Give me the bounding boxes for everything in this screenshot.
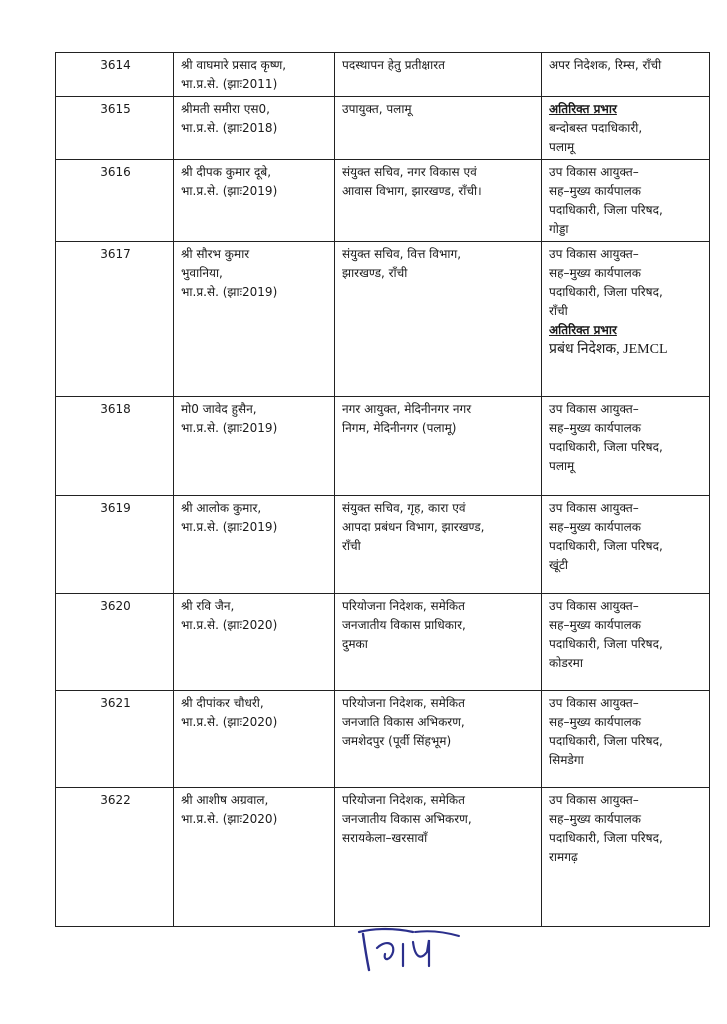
officer-name: श्री दीपक कुमार दूबे, भा.प्र.से. (झाः2019) [174, 160, 335, 242]
new-post-text: उप विकास आयुक्त– सह–मुख्य कार्यपालक पदाधिकारी, जिला परिषद, राँची [549, 247, 663, 318]
new-post-text: उप विकास आयुक्त– सह–मुख्य कार्यपालक पदाधिकारी, जिला परिषद, खूंटी [549, 501, 663, 572]
new-post [542, 397, 710, 496]
additional-charge-text: बन्दोबस्त पदाधिकारी, पलामू [549, 121, 643, 154]
current-post: संयुक्त सचिव, वित्त विभाग, झारखण्ड, राँची [335, 242, 542, 397]
serial-number: 3617 [56, 242, 174, 397]
serial-number: 3621 [56, 691, 174, 788]
table-row [56, 496, 710, 594]
additional-charge-label: अतिरिक्त प्रभार [549, 323, 617, 337]
current-post: परियोजना निदेशक, समेकित जनजातीय विकास अभिकरण, सरायकेला–खरसावाँ [335, 788, 542, 927]
officer-name: श्री दीपांकर चौधरी, भा.प्र.से. (झाः2020) [174, 691, 335, 788]
table-row [56, 53, 710, 97]
new-post [542, 242, 710, 397]
new-post [542, 594, 710, 691]
table-row [56, 788, 710, 927]
table-row [56, 594, 710, 691]
table-row [56, 242, 710, 397]
officer-name: श्री आशीष अग्रवाल, भा.प्र.से. (झाः2020) [174, 788, 335, 927]
officer-name: श्री वाघमारे प्रसाद कृष्ण, भा.प्र.से. (झाः2011) [174, 53, 335, 97]
serial-number: 3615 [56, 97, 174, 160]
transfer-table-body [56, 53, 710, 927]
signature-image [355, 918, 465, 978]
officer-name: श्री आलोक कुमार, भा.प्र.से. (झाः2019) [174, 496, 335, 594]
new-post-text: उप विकास आयुक्त– सह–मुख्य कार्यपालक पदाधिकारी, जिला परिषद, कोडरमा [549, 599, 663, 670]
officer-name: श्री रवि जैन, भा.प्र.से. (झाः2020) [174, 594, 335, 691]
current-post: संयुक्त सचिव, नगर विकास एवं आवास विभाग, झारखण्ड, राँची। [335, 160, 542, 242]
table-row [56, 97, 710, 160]
new-post [542, 53, 710, 97]
new-post [542, 788, 710, 927]
officer-name: श्री सौरभ कुमार भुवानिया, भा.प्र.से. (झाः2019) [174, 242, 335, 397]
serial-number: 3622 [56, 788, 174, 927]
new-post-text: उप विकास आयुक्त– सह–मुख्य कार्यपालक पदाधिकारी, जिला परिषद, गोड्डा [549, 165, 663, 236]
new-post-text: उप विकास आयुक्त– सह–मुख्य कार्यपालक पदाधिकारी, जिला परिषद, रामगढ़ [549, 793, 663, 864]
additional-charge-text: प्रबंध निदेशक, JEMCL [549, 342, 668, 357]
serial-number: 3616 [56, 160, 174, 242]
current-post: नगर आयुक्त, मेदिनीनगर नगर निगम, मेदिनीनगर (पलामू) [335, 397, 542, 496]
new-post [542, 496, 710, 594]
serial-number: 3618 [56, 397, 174, 496]
table-row [56, 160, 710, 242]
current-post: परियोजना निदेशक, समेकित जनजातीय विकास प्राधिकार, दुमका [335, 594, 542, 691]
new-post [542, 160, 710, 242]
current-post: उपायुक्त, पलामू [335, 97, 542, 160]
new-post [542, 97, 710, 160]
officer-name: मो0 जावेद हुसैन, भा.प्र.से. (झाः2019) [174, 397, 335, 496]
serial-number: 3620 [56, 594, 174, 691]
new-post [542, 691, 710, 788]
current-post: परियोजना निदेशक, समेकित जनजाति विकास अभिकरण, जमशेदपुर (पूर्वी सिंहभूम) [335, 691, 542, 788]
current-post: संयुक्त सचिव, गृह, कारा एवं आपदा प्रबंधन विभाग, झारखण्ड, राँची [335, 496, 542, 594]
new-post-text: उप विकास आयुक्त– सह–मुख्य कार्यपालक पदाधिकारी, जिला परिषद, पलामू [549, 402, 663, 473]
new-post-text: अपर निदेशक, रिम्स, राँची [549, 58, 662, 72]
table-row [56, 397, 710, 496]
transfer-table [55, 52, 710, 927]
table-row [56, 691, 710, 788]
serial-number: 3619 [56, 496, 174, 594]
additional-charge-label: अतिरिक्त प्रभार [549, 102, 617, 116]
new-post-text: उप विकास आयुक्त– सह–मुख्य कार्यपालक पदाधिकारी, जिला परिषद, सिमडेगा [549, 696, 663, 767]
serial-number: 3614 [56, 53, 174, 97]
current-post: पदस्थापन हेतु प्रतीक्षारत [335, 53, 542, 97]
officer-name: श्रीमती समीरा एस0, भा.प्र.से. (झाः2018) [174, 97, 335, 160]
